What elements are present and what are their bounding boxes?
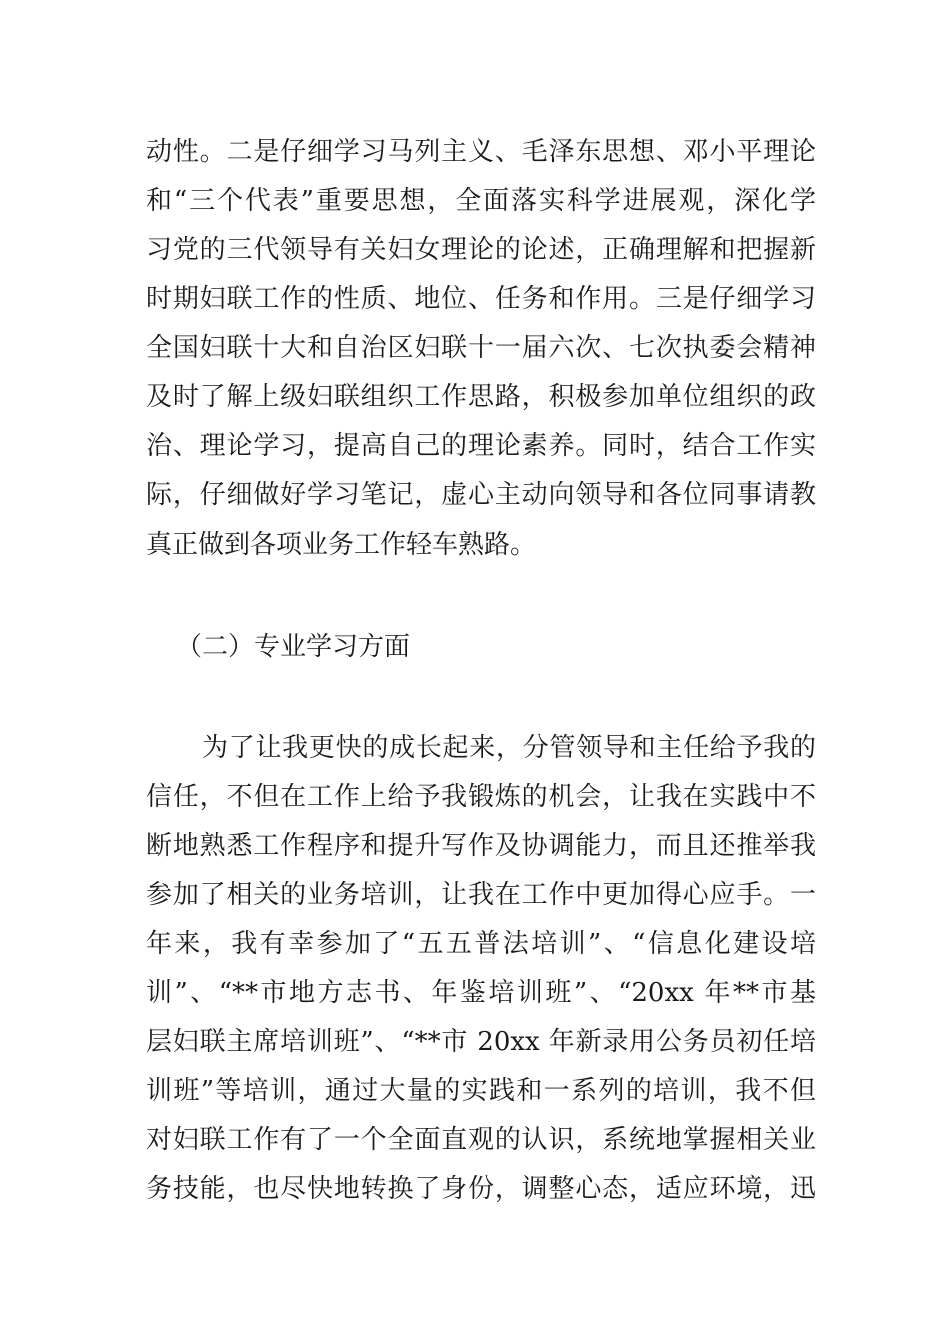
paragraph-line: 真正做到各项业务工作轻车熟路。: [146, 530, 537, 560]
paragraph-line: 务技能，也尽快地转换了身份，调整心态，适应环境，迅: [146, 1174, 816, 1204]
paragraph-line: 对妇联工作有了一个全面直观的认识，系统地掌握相关业: [146, 1125, 816, 1155]
paragraph-line: 及时了解上级妇联组织工作思路，积极参加单位组织的政: [146, 382, 816, 412]
paragraph-line: 全国妇联十大和自治区妇联十一届六次、七次执委会精神: [146, 333, 816, 363]
paragraph-line: 参加了相关的业务培训，让我在工作中更加得心应手。一: [146, 880, 816, 910]
paragraph-line: 信任，不但在工作上给予我锻炼的机会，让我在实践中不: [146, 782, 816, 812]
paragraph-line: 训班”等培训，通过大量的实践和一系列的培训，我不但: [146, 1076, 816, 1106]
paragraph-line: 动性。二是仔细学习马列主义、毛泽东思想、邓小平理论: [146, 137, 816, 167]
paragraph-line: 断地熟悉工作程序和提升写作及协调能力，而且还推举我: [146, 831, 816, 861]
paragraph-line: 际，仔细做好学习笔记，虚心主动向领导和各位同事请教: [146, 480, 816, 510]
paragraph-line: 为了让我更快的成长起来，分管领导和主任给予我的: [202, 733, 816, 763]
paragraph-line: 习党的三代领导有关妇女理论的论述，正确理解和把握新: [146, 235, 816, 265]
paragraph-line: 和“三个代表”重要思想，全面落实科学进展观，深化学: [146, 186, 816, 216]
paragraph-line: 训”、“**市地方志书、年鉴培训班”、“20xx 年**市基: [146, 978, 816, 1008]
section-heading: （二）专业学习方面: [176, 632, 411, 662]
paragraph-line: 治、理论学习，提高自己的理论素养。同时，结合工作实: [146, 431, 816, 461]
paragraph-line: 层妇联主席培训班”、“**市 20xx 年新录用公务员初任培: [146, 1027, 816, 1057]
paragraph-line: 年来，我有幸参加了“五五普法培训”、“信息化建设培: [146, 929, 816, 959]
paragraph-line: 时期妇联工作的性质、地位、任务和作用。三是仔细学习: [146, 284, 816, 314]
